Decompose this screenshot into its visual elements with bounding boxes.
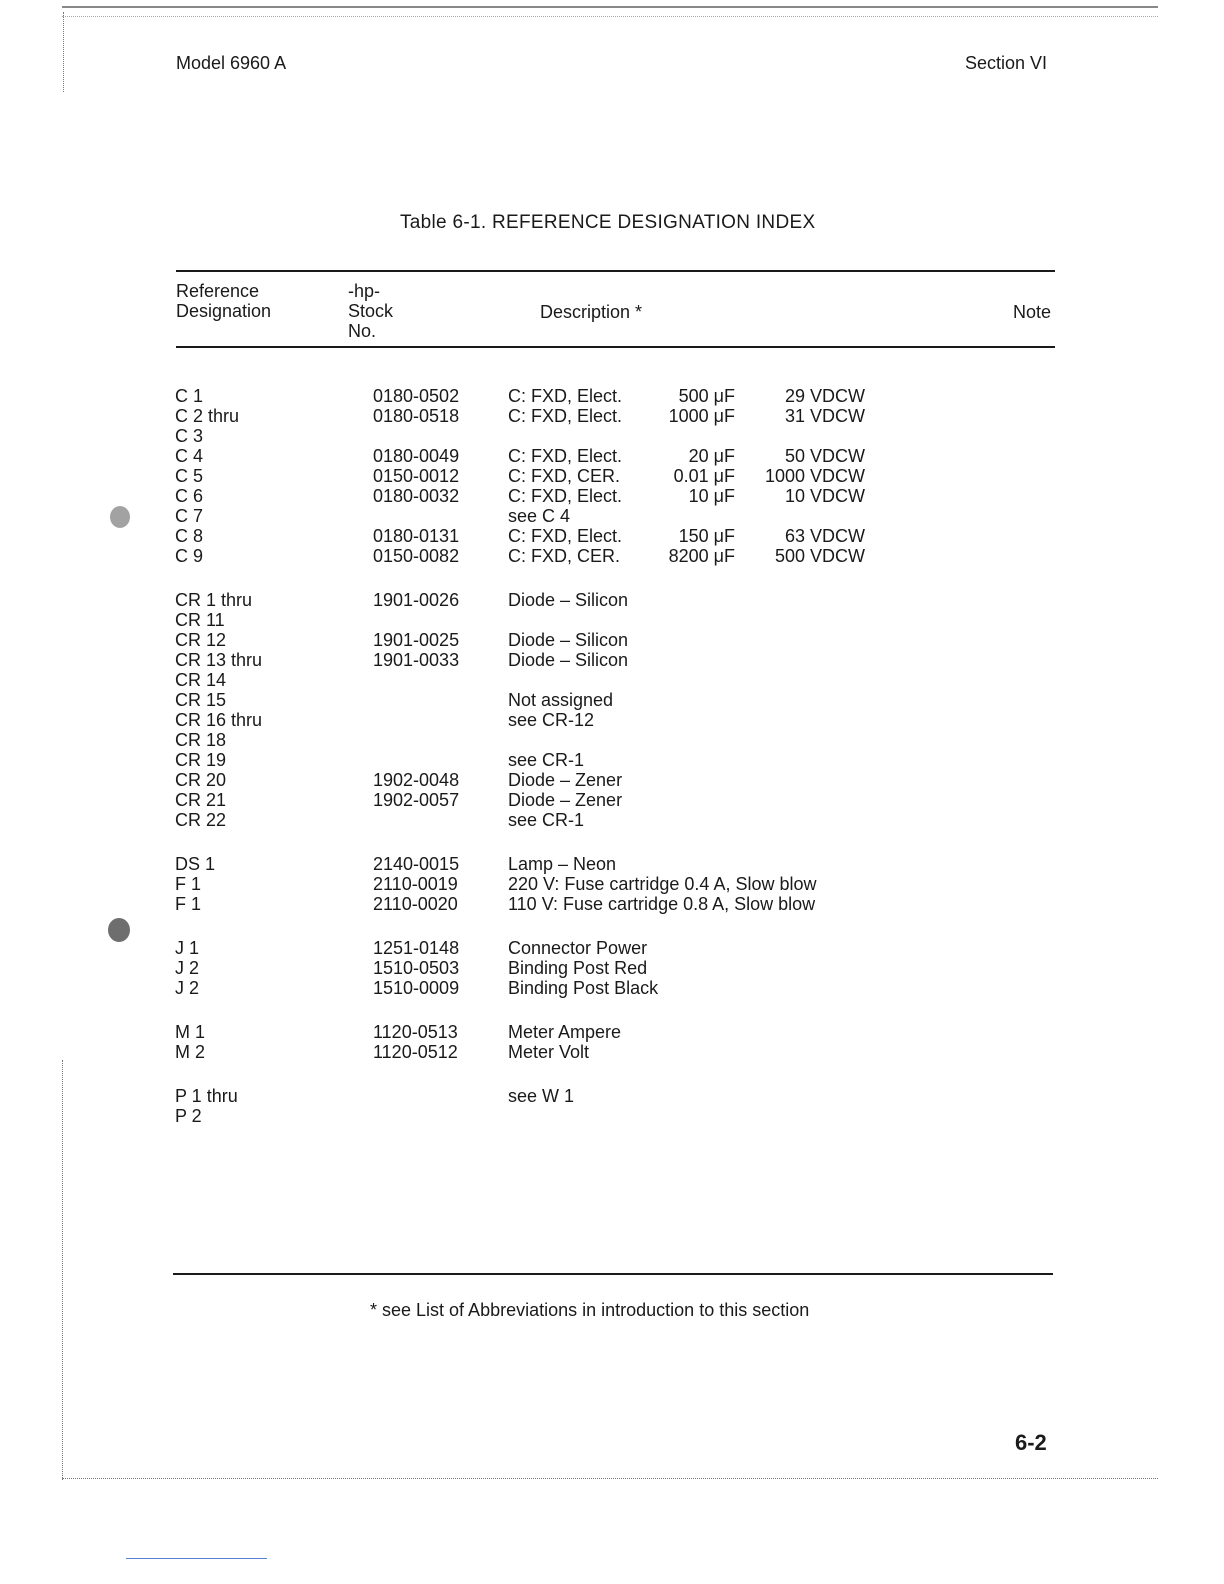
desc-cell: Diode – Silicon	[508, 630, 629, 650]
desc-cell: Binding Post Black	[508, 978, 659, 998]
ref-cell: C 8	[175, 526, 204, 546]
stock-cell: 1120-0513	[373, 1022, 458, 1042]
ref-cell: CR 18	[175, 730, 227, 750]
section-label: Section VI	[965, 53, 1048, 73]
ref-cell: CR 11	[175, 610, 225, 630]
ref-cell: F 1	[175, 894, 202, 914]
column-header-description: Description *	[540, 302, 643, 322]
desc-cell: see CR-1	[508, 750, 585, 770]
value-cell: 150 μF	[678, 526, 735, 546]
stock-cell: 1120-0512	[373, 1042, 458, 1062]
ref-cell: DS 1	[175, 854, 216, 874]
ref-cell: CR 20	[175, 770, 227, 790]
ref-cell: CR 19	[175, 750, 227, 770]
ref-cell: CR 21	[175, 790, 227, 810]
desc-cell: Binding Post Red	[508, 958, 648, 978]
volt-cell: 500 VDCW	[774, 546, 865, 566]
desc-cell: Not assigned	[508, 690, 614, 710]
desc-cell: Lamp – Neon	[508, 854, 617, 874]
table-top-rule	[176, 270, 1055, 272]
desc-cell: C: FXD, Elect.	[508, 386, 623, 406]
volt-cell: 29 VDCW	[784, 386, 865, 406]
ref-cell: C 9	[175, 546, 204, 566]
model-label: Model 6960 A	[176, 53, 287, 73]
ref-cell: C 2 thru	[175, 406, 240, 426]
desc-cell: Diode – Zener	[508, 790, 623, 810]
value-cell: 20 μF	[688, 446, 735, 466]
desc-cell: Meter Volt	[508, 1042, 590, 1062]
desc-cell: C: FXD, Elect.	[508, 486, 623, 506]
stock-cell: 2110-0020	[373, 894, 458, 914]
ref-cell: CR 12	[175, 630, 227, 650]
desc-cell: 220 V: Fuse cartridge 0.4 A, Slow blow	[508, 874, 817, 894]
stock-cell: 0150-0012	[373, 466, 460, 486]
ref-cell: C 4	[175, 446, 204, 466]
stock-cell: 1901-0026	[373, 590, 460, 610]
desc-cell: C: FXD, Elect.	[508, 446, 623, 466]
stock-cell: 1902-0057	[373, 790, 460, 810]
stock-cell: 1902-0048	[373, 770, 460, 790]
scan-border-bottom	[62, 1472, 1158, 1479]
desc-cell: Meter Ampere	[508, 1022, 622, 1042]
ref-cell: F 1	[175, 874, 202, 894]
desc-cell: see W 1	[508, 1086, 575, 1106]
value-cell: 500 μF	[678, 386, 735, 406]
desc-cell: Diode – Silicon	[508, 590, 629, 610]
scan-edge-left	[63, 12, 64, 92]
stock-cell: 2140-0015	[373, 854, 460, 874]
volt-cell: 1000 VDCW	[764, 466, 865, 486]
ref-cell: M 2	[175, 1042, 206, 1062]
stock-cell: 0180-0518	[373, 406, 460, 426]
volt-cell: 10 VDCW	[784, 486, 865, 506]
stock-cell: 0180-0049	[373, 446, 460, 466]
desc-cell: Diode – Zener	[508, 770, 623, 790]
desc-cell: see CR-1	[508, 810, 585, 830]
ref-cell: C 7	[175, 506, 204, 526]
ref-cell: J 2	[175, 958, 200, 978]
desc-cell: Diode – Silicon	[508, 650, 629, 670]
desc-cell: see C 4	[508, 506, 571, 526]
ref-cell: CR 22	[175, 810, 227, 830]
desc-cell: C: FXD, Elect.	[508, 526, 623, 546]
ref-cell: C 5	[175, 466, 204, 486]
stock-cell: 2110-0019	[373, 874, 458, 894]
scan-edge-left-lower	[62, 1060, 63, 1480]
stock-cell: 1901-0033	[373, 650, 460, 670]
stock-cell: 0180-0032	[373, 486, 460, 506]
ref-cell: C 6	[175, 486, 204, 506]
ref-cell: J 1	[175, 938, 200, 958]
stock-cell: 1510-0503	[373, 958, 460, 978]
volt-cell: 63 VDCW	[784, 526, 865, 546]
column-header-note: Note	[1013, 302, 1052, 322]
ref-cell: J 2	[175, 978, 200, 998]
volt-cell: 50 VDCW	[784, 446, 865, 466]
punch-hole-mark	[110, 506, 130, 528]
table-header-rule	[176, 346, 1055, 348]
scan-border-top	[62, 6, 1158, 17]
stock-cell: 0150-0082	[373, 546, 460, 566]
punch-hole-mark	[108, 918, 130, 942]
footnote: * see List of Abbreviations in introduction to this section	[370, 1300, 810, 1320]
volt-cell: 31 VDCW	[784, 406, 865, 426]
ref-cell: CR 13 thru	[175, 650, 263, 670]
stock-cell: 1251-0148	[373, 938, 460, 958]
ref-cell: CR 1 thru	[175, 590, 253, 610]
stock-cell: 0180-0131	[373, 526, 460, 546]
desc-cell: C: FXD, Elect.	[508, 406, 623, 426]
ref-cell: P 2	[175, 1106, 202, 1126]
table-title: Table 6-1. REFERENCE DESIGNATION INDEX	[400, 212, 816, 233]
value-cell: 10 μF	[688, 486, 735, 506]
underline-mark	[126, 1558, 267, 1559]
ref-cell: M 1	[175, 1022, 206, 1042]
ref-cell: C 3	[175, 426, 204, 446]
stock-cell: 1510-0009	[373, 978, 460, 998]
table-bottom-rule	[173, 1273, 1053, 1275]
column-header-reference: Reference Designation	[176, 281, 272, 321]
ref-cell: CR 16 thru	[175, 710, 263, 730]
desc-cell: see CR-12	[508, 710, 595, 730]
desc-cell: C: FXD, CER.	[508, 546, 621, 566]
page-number: 6-2	[1015, 1430, 1047, 1455]
stock-cell: 1901-0025	[373, 630, 460, 650]
value-cell: 0.01 μF	[673, 466, 735, 486]
value-cell: 8200 μF	[668, 546, 735, 566]
value-cell: 1000 μF	[668, 406, 735, 426]
ref-cell: CR 14	[175, 670, 227, 690]
stock-cell: 0180-0502	[373, 386, 460, 406]
desc-cell: 110 V: Fuse cartridge 0.8 A, Slow blow	[508, 894, 816, 914]
ref-cell: CR 15	[175, 690, 227, 710]
ref-cell: C 1	[175, 386, 204, 406]
column-header-stock: -hp- Stock No.	[348, 281, 394, 341]
desc-cell: C: FXD, CER.	[508, 466, 621, 486]
ref-cell: P 1 thru	[175, 1086, 238, 1106]
desc-cell: Connector Power	[508, 938, 648, 958]
